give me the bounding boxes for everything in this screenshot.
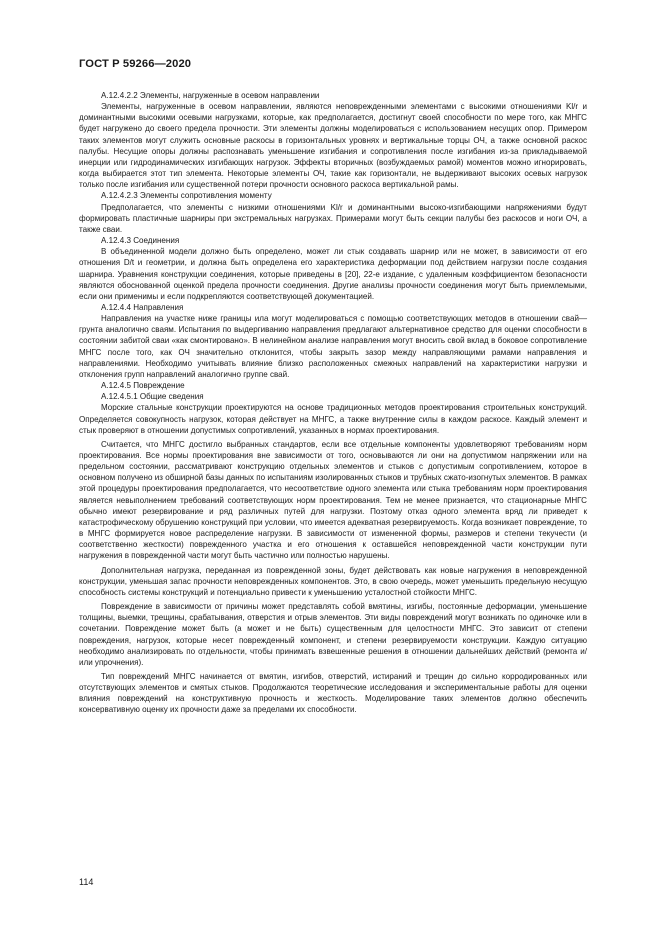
body-paragraph: Элементы, нагруженные в осевом направлении, являются неповрежденными элементами с высокими отношениями Kl/r и доминантными высокими осевыми нагрузками, которые, как предполагается, достигнут своей способности по мере того, как МНГС будет нагружено до своего предела прочности. Эти элементы должны моделироваться с использованием несущих опор. Примером таких элементов могут служить основные раскосы в горизонтальных уровнях и вертикальные торцы ОЧ, а также основной раскос палубы. Несущие опоры должны распознавать уменьшение изгибания и сопротивления после изгибания из-за прикладываемой инерции или гидродинамических изгибающих нагрузок. Эффекты вторичных (возбуждаемых рамой) моментов можно игнорировать, когда выбирается этот тип элемента. Некоторые элементы ОЧ, такие как горизонтали, не выдерживают высоких осевых нагрузок только после изгибания или существенной потери прочности основного раскоса вертикальной рамы.	[79, 102, 587, 190]
document-standard-header: ГОСТ Р 59266—2020	[79, 58, 192, 70]
body-paragraph: Морские стальные конструкции проектируются на основе традиционных методов проектирования строительных конструкций. Определяется совокупность нагрузок, которая действует на МНГС, а также внутренние силы в каждом раскосе. Каждый элемент и стык проверяют в отношении допустимых сопротивлений, указанных в нормах проектирования.	[79, 403, 587, 435]
body-paragraph: Дополнительная нагрузка, переданная из поврежденной зоны, будет действовать как новые нагружения в неповрежденной конструкции, уменьшая запас прочности неповрежденных компонентов. Это, в свою очередь, может уменьшить предельную несущую способность системы конструкций и потенциально привести к уменьшению усталостной стойкости МНГС.	[79, 565, 587, 597]
document-body	[79, 90, 587, 716]
body-paragraph: Направления на участке ниже границы ила могут моделироваться с помощью соответствующих методов в отношении свай—грунта аналогично сваям. Испытания по выдергиванию направления предлагают альтернативное средство для оценки способности в состоянии забитой сваи «как смонтировано». В нелинейном анализе направления могут вносить свой вклад в боковое сопротивление МНГС после того, как ОЧ значительно отклонится, чтобы закрыть зазор между направляющими рамами направления и направлениями. Необходимо учитывать влияние близко расположенных смежных направлений на характеристики нагрузки и отклонения групп направлений аналогично группе свай.	[79, 314, 587, 379]
body-paragraph: Тип повреждений МНГС начинается от вмятин, изгибов, отверстий, истираний и трещин до сильно корродированных или отсутствующих элементов и смятых стыков. Продолжаются теоретические исследования и экспериментальные работы для оценки влияния повреждений на конструктивную прочность и жесткость. Моделирование таких элементов должно обеспечить консервативную оценку их прочности даже за пределами их способности.	[79, 671, 587, 715]
section-heading-a12451: А.12.4.5.1 Общие сведения	[101, 392, 204, 402]
body-paragraph: В объединенной модели должно быть определено, может ли стык создавать шарнир или не может, в зависимости от его отношения D/t и геометрии, и должна быть определена его характеристика деформации под действием нагрузки после создания шарнира. Уравнения конструкции соединения, которые приведены в [20], 22-е издание, с удаленным коэффициентом безопасности являются обоснованной оценкой предела прочности соединения. Другие анализы прочности соединения могут быть приемлемыми, если они применимы и если подкрепляются соответствующей документацией.	[79, 247, 587, 301]
section-heading-a1243: А.12.4.3 Соединения	[101, 236, 180, 246]
section-heading-a12423: А.12.4.2.3 Элементы сопротивления моменту	[101, 191, 272, 201]
section-heading-a1245: А.12.4.5 Повреждение	[101, 381, 185, 391]
body-paragraph: Повреждение в зависимости от причины может представлять собой вмятины, изгибы, постоянные деформации, уменьшение толщины, выемки, трещины, срабатывания, отверстия и отрыв элементов. Эти виды повреждений могут возникать по одиночке или в сочетании. Повреждение может быть (а может и не быть) существенным для целостности МНГС. Это зависит от степени повреждения, нагрузок, которые несет поврежденный компонент, и степени резервируемости конструкции. Каждую ситуацию необходимо анализировать по отдельности, чтобы принимать взвешенные решения в отношении дальнейших действий (ремонта и/или упрочнения).	[79, 602, 587, 667]
page-number: 114	[79, 877, 94, 887]
section-heading-a1244: А.12.4.4 Направления	[101, 302, 184, 312]
body-paragraph: Предполагается, что элементы с низкими отношениями Kl/r и доминантными высоко-изгибающими напряжениями будут формировать пластичные шарниры при экстремальных нагрузках. Примерами могут быть секции палубы без раскосов и ноги ОЧ, а также сваи.	[79, 202, 587, 234]
body-paragraph: Считается, что МНГС достигло выбранных стандартов, если все отдельные компоненты удовлетворяют требованиям норм проектирования. Все нормы проектирования вне зависимости от того, основываются ли они на допустимом напряжении или на предельном состоянии, рассматривают конструкцию отдельных элементов и стыков с допустимым сопротивлением, которое в основном получено из обширной базы данных по испытаниям изолированных стыков и трубных сжато-изогнутых элементов. В рамках этой процедуры проектирования предполагается, что несоответствие одного элемента или стыка требованиям норм проектирования является невыполнением требований соответствующих норм проектирования. Тем не менее признается, что стационарные МНГС обычно имеют резервирование и ряд различных путей для нагрузки. Поэтому отказ одного элемента вряд ли приведет к катастрофическому обрушению конструкций при условии, что имеется адекватная резервируемость. Когда возникает повреждение, то в МНГС формируется новое распределение нагрузки. В зависимости от измененной формы, размеров и степени текучести (и соответственно жесткости) поврежденного участка и его отношения к оставшейся неповрежденной части конструкции пути нагружения в поврежденной части могут быть частично или полностью нарушены.	[79, 439, 587, 561]
section-heading-a12422: А.12.4.2.2 Элементы, нагруженные в осевом направлении	[101, 91, 320, 100]
